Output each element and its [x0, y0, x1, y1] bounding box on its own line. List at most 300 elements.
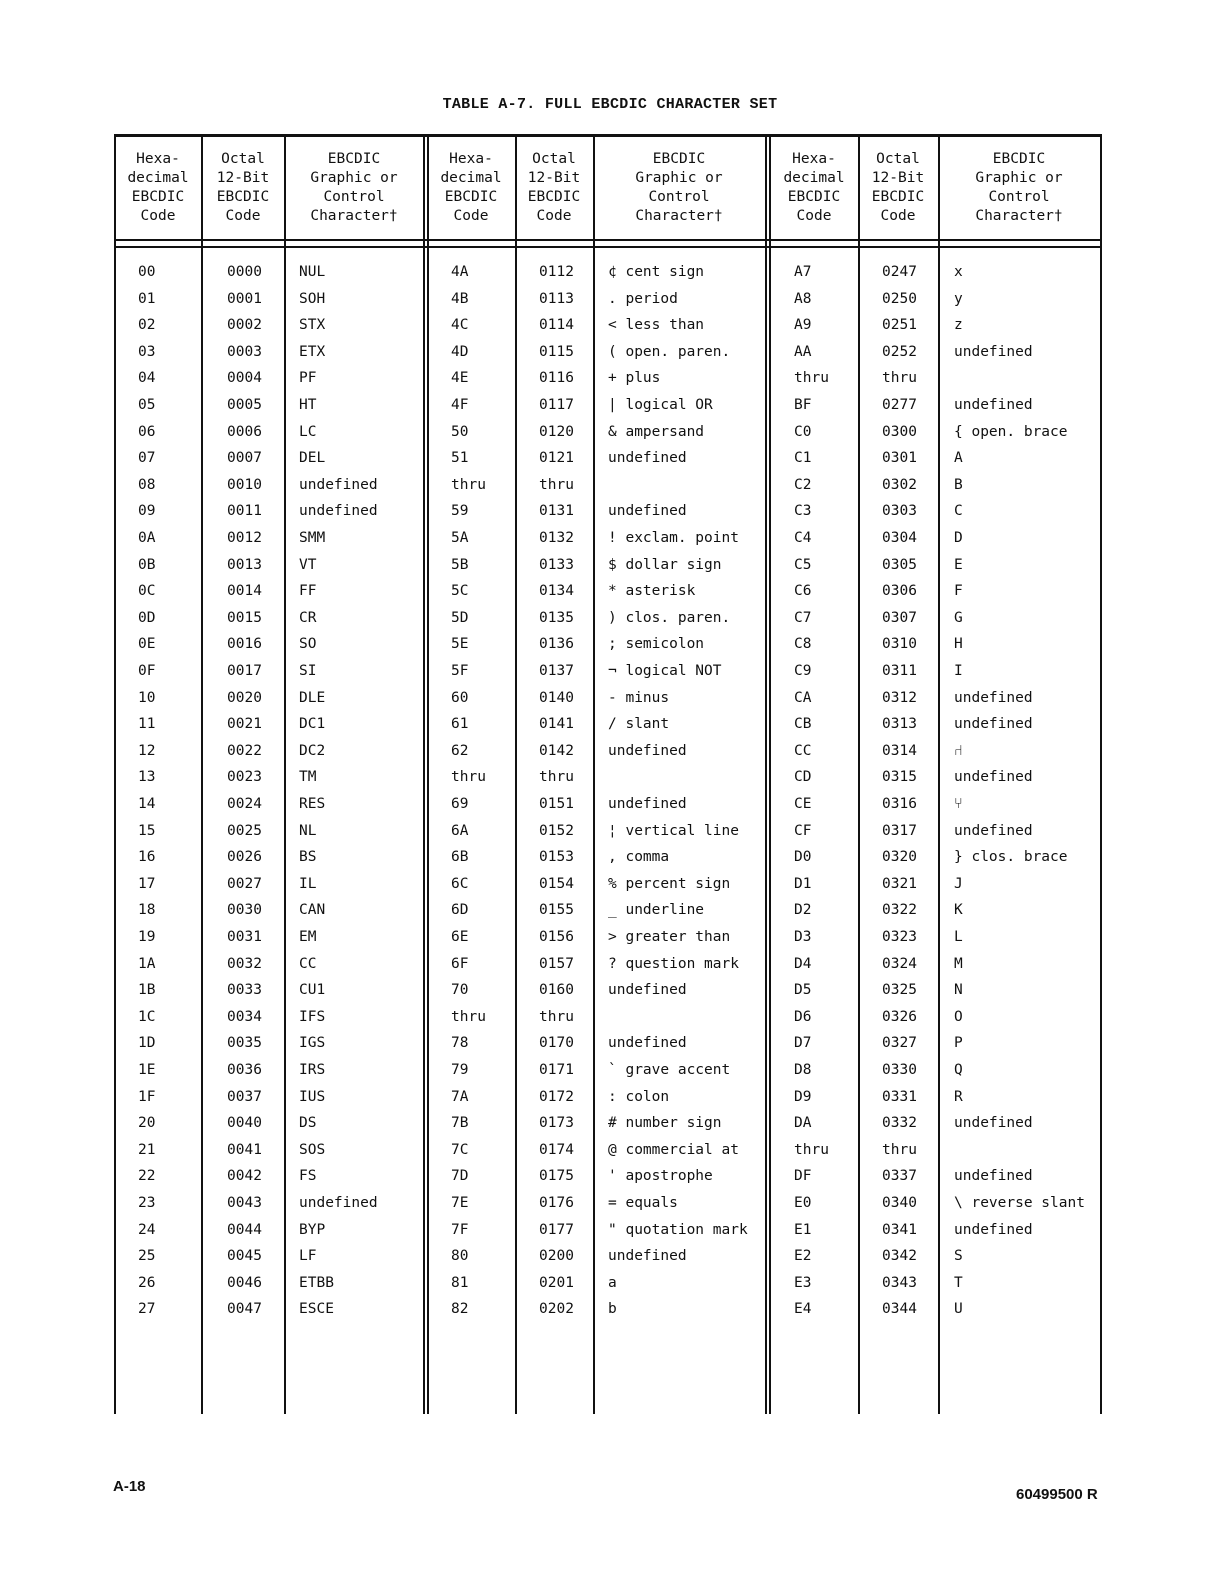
cell-octal-code: 0343 [882, 1274, 917, 1291]
cell-hex-code: 00 [138, 264, 156, 280]
cell-octal-code: 0200 [539, 1248, 574, 1265]
cell-hex-code: 7D [451, 1168, 469, 1185]
cell-character: ( open. paren. [608, 343, 731, 360]
cell-octal-code: 0133 [539, 556, 574, 573]
cell-character: ? question mark [608, 955, 739, 972]
cell-hex-code: A7 [794, 264, 812, 280]
cell-character: { open. brace [954, 423, 1068, 440]
cell-character: undefined [608, 450, 687, 467]
cell-character: BYP [299, 1221, 326, 1238]
cell-octal-code: 0331 [882, 1088, 917, 1105]
cell-hex-code: 69 [451, 796, 469, 812]
cell-hex-code: DF [794, 1168, 812, 1185]
cell-octal-code: 0344 [882, 1301, 917, 1318]
cell-octal-code: 0325 [882, 982, 917, 999]
cell-octal-code: 0044 [227, 1221, 262, 1238]
cell-hex-code: D5 [794, 982, 812, 999]
cell-character: STX [299, 317, 326, 334]
column-divider [765, 134, 767, 1414]
cell-character: PF [299, 370, 317, 387]
cell-hex-code: D6 [794, 1008, 812, 1025]
cell-octal-code: 0027 [227, 875, 262, 892]
cell-character: _ underline [608, 902, 705, 919]
cell-character: T [954, 1274, 963, 1291]
cell-octal-code: 0040 [227, 1115, 262, 1132]
cell-octal-code: 0332 [882, 1115, 917, 1132]
cell-hex-code: 51 [451, 450, 469, 467]
cell-octal-code: 0317 [882, 822, 917, 839]
cell-hex-code: D9 [794, 1088, 812, 1105]
cell-octal-code: 0323 [882, 929, 917, 945]
cell-octal-code: 0005 [227, 397, 262, 413]
cell-hex-code: 5D [451, 609, 469, 626]
cell-character: < less than [608, 317, 705, 334]
cell-octal-code: 0036 [227, 1062, 262, 1078]
cell-character: FF [299, 583, 317, 600]
cell-hex-code: 23 [138, 1195, 156, 1211]
header-hex-code: Hexa- decimal EBCDIC Code [127, 151, 189, 224]
cell-hex-code: 07 [138, 450, 156, 467]
cell-character: undefined [954, 343, 1033, 360]
cell-hex-code: D2 [794, 902, 812, 919]
ebcdic-table [114, 134, 1102, 1414]
cell-octal-code: 0140 [539, 689, 574, 706]
cell-octal-code: 0020 [227, 689, 262, 706]
cell-octal-code: 0330 [882, 1062, 917, 1078]
cell-hex-code: 6B [451, 849, 469, 866]
cell-hex-code: 7A [451, 1088, 469, 1105]
cell-octal-code: 0012 [227, 530, 262, 546]
cell-hex-code: A8 [794, 290, 812, 307]
cell-octal-code: 0006 [227, 423, 262, 440]
cell-hex-code: 10 [138, 689, 156, 706]
cell-octal-code: 0117 [539, 397, 574, 413]
cell-character: LF [299, 1248, 317, 1265]
cell-octal-code: 0142 [539, 742, 574, 759]
cell-character: ⑂ [954, 796, 963, 812]
cell-hex-code: 60 [451, 689, 469, 706]
cell-octal-code: 0033 [227, 982, 262, 999]
cell-hex-code: 03 [138, 343, 156, 360]
header-ebcdic-character: EBCDIC Graphic or Control Character† [310, 151, 398, 224]
cell-character: IFS [299, 1008, 326, 1025]
cell-octal-code: 0277 [882, 397, 917, 413]
cell-hex-code: 7C [451, 1141, 469, 1158]
cell-character: IL [299, 875, 317, 892]
cell-octal-code: thru [882, 370, 917, 387]
cell-character: - minus [608, 689, 670, 706]
cell-octal-code: 0115 [539, 343, 574, 360]
cell-hex-code: D1 [794, 875, 812, 892]
cell-octal-code: 0023 [227, 769, 262, 786]
cell-character: , comma [608, 849, 670, 866]
cell-hex-code: 12 [138, 742, 156, 759]
cell-hex-code: A9 [794, 317, 812, 334]
cell-octal-code: 0340 [882, 1195, 917, 1211]
cell-hex-code: 5E [451, 636, 469, 653]
cell-hex-code: 0E [138, 636, 156, 653]
cell-character: ¦ vertical line [608, 822, 739, 839]
cell-octal-code: 0042 [227, 1168, 262, 1185]
cell-hex-code: 14 [138, 796, 156, 812]
cell-character: undefined [954, 822, 1033, 839]
cell-hex-code: 13 [138, 769, 156, 786]
cell-hex-code: 4B [451, 290, 469, 307]
cell-hex-code: C8 [794, 636, 812, 653]
cell-octal-code: 0001 [227, 290, 262, 307]
cell-character: y [954, 290, 963, 307]
cell-octal-code: 0037 [227, 1088, 262, 1105]
cell-character: BS [299, 849, 317, 866]
cell-octal-code: 0322 [882, 902, 917, 919]
cell-character: TM [299, 769, 317, 786]
cell-octal-code: 0341 [882, 1221, 917, 1238]
cell-hex-code: C3 [794, 503, 812, 520]
cell-octal-code: 0170 [539, 1035, 574, 1052]
cell-hex-code: 1E [138, 1062, 156, 1078]
cell-hex-code: 17 [138, 875, 156, 892]
cell-character: VT [299, 556, 317, 573]
cell-hex-code: 82 [451, 1301, 469, 1318]
cell-octal-code: 0043 [227, 1195, 262, 1211]
cell-octal-code: 0176 [539, 1195, 574, 1211]
cell-octal-code: 0337 [882, 1168, 917, 1185]
cell-hex-code: C9 [794, 663, 812, 679]
cell-octal-code: 0002 [227, 317, 262, 334]
cell-hex-code: 24 [138, 1221, 156, 1238]
cell-hex-code: 78 [451, 1035, 469, 1052]
cell-octal-code: 0025 [227, 822, 262, 839]
cell-character: F [954, 583, 963, 600]
cell-hex-code: 79 [451, 1062, 469, 1078]
cell-character: P [954, 1035, 963, 1052]
cell-octal-code: 0045 [227, 1248, 262, 1265]
cell-character: S [954, 1248, 963, 1265]
cell-octal-code: 0035 [227, 1035, 262, 1052]
cell-octal-code: 0003 [227, 343, 262, 360]
cell-hex-code: C0 [794, 423, 812, 440]
cell-hex-code: 4E [451, 370, 469, 387]
cell-hex-code: 1B [138, 982, 156, 999]
cell-hex-code: E4 [794, 1301, 812, 1318]
table-title: TABLE A-7. FULL EBCDIC CHARACTER SET [442, 96, 778, 113]
column-divider [423, 134, 425, 1414]
cell-octal-code: 0202 [539, 1301, 574, 1318]
cell-character: N [954, 982, 963, 999]
cell-character: A [954, 450, 963, 467]
cell-octal-code: 0172 [539, 1088, 574, 1105]
cell-character: DC2 [299, 742, 326, 759]
cell-hex-code: DA [794, 1115, 812, 1132]
cell-hex-code: C5 [794, 556, 812, 573]
cell-octal-code: 0154 [539, 875, 574, 892]
cell-character: E [954, 556, 963, 573]
cell-character: EM [299, 929, 317, 945]
cell-octal-code: 0326 [882, 1008, 917, 1025]
cell-character: DC1 [299, 716, 326, 733]
cell-octal-code: 0156 [539, 929, 574, 945]
cell-character: U [954, 1301, 963, 1318]
cell-octal-code: 0113 [539, 290, 574, 307]
cell-octal-code: 0157 [539, 955, 574, 972]
cell-character: ! exclam. point [608, 530, 739, 546]
cell-character: : colon [608, 1088, 670, 1105]
header-octal-code: Octal 12-Bit EBCDIC Code [216, 151, 270, 224]
cell-character: undefined [954, 769, 1033, 786]
column-divider [769, 134, 771, 1414]
cell-character: CR [299, 609, 317, 626]
cell-character: @ commercial at [608, 1141, 739, 1158]
column-divider [515, 134, 517, 1414]
cell-hex-code: 0C [138, 583, 156, 600]
column-divider [1100, 134, 1102, 1414]
cell-hex-code: 6A [451, 822, 469, 839]
cell-octal-code: 0046 [227, 1274, 262, 1291]
cell-hex-code: 5B [451, 556, 469, 573]
cell-hex-code: CF [794, 822, 812, 839]
cell-hex-code: 19 [138, 929, 156, 945]
cell-character: x [954, 264, 963, 280]
cell-octal-code: 0011 [227, 503, 262, 520]
cell-character: = equals [608, 1195, 678, 1211]
cell-octal-code: 0316 [882, 796, 917, 812]
cell-hex-code: 0A [138, 530, 156, 546]
cell-hex-code: 15 [138, 822, 156, 839]
cell-character: . period [608, 290, 678, 307]
header-hex-code: Hexa- decimal EBCDIC Code [783, 151, 845, 224]
cell-character: ' apostrophe [608, 1168, 713, 1185]
cell-character: SO [299, 636, 317, 653]
cell-character: | logical OR [608, 397, 713, 413]
cell-octal-code: 0301 [882, 450, 917, 467]
cell-hex-code: CE [794, 796, 812, 812]
cell-octal-code: 0155 [539, 902, 574, 919]
cell-hex-code: 27 [138, 1301, 156, 1318]
cell-character: b [608, 1301, 617, 1318]
cell-hex-code: thru [451, 476, 486, 493]
cell-hex-code: 02 [138, 317, 156, 334]
cell-character: undefined [608, 796, 687, 812]
cell-hex-code: E1 [794, 1221, 812, 1238]
cell-hex-code: 6D [451, 902, 469, 919]
cell-character: NUL [299, 264, 326, 280]
cell-hex-code: CB [794, 716, 812, 733]
cell-hex-code: 80 [451, 1248, 469, 1265]
cell-octal-code: 0201 [539, 1274, 574, 1291]
cell-octal-code: 0121 [539, 450, 574, 467]
cell-hex-code: 5A [451, 530, 469, 546]
cell-character: $ dollar sign [608, 556, 722, 573]
cell-hex-code: 4A [451, 264, 469, 280]
cell-hex-code: 70 [451, 982, 469, 999]
cell-hex-code: 25 [138, 1248, 156, 1265]
cell-character: G [954, 609, 963, 626]
cell-character: CAN [299, 902, 326, 919]
cell-octal-code: 0304 [882, 530, 917, 546]
cell-character: R [954, 1088, 963, 1105]
cell-octal-code: 0305 [882, 556, 917, 573]
cell-character: FS [299, 1168, 317, 1185]
cell-character: HT [299, 397, 317, 413]
cell-hex-code: 61 [451, 716, 469, 733]
cell-hex-code: 22 [138, 1168, 156, 1185]
cell-character: LC [299, 423, 317, 440]
header-octal-code: Octal 12-Bit EBCDIC Code [871, 151, 925, 224]
page-number: A-18 [113, 1478, 146, 1495]
header-ebcdic-character: EBCDIC Graphic or Control Character† [635, 151, 723, 224]
column-divider [858, 134, 860, 1414]
cell-character: CC [299, 955, 317, 972]
cell-octal-code: 0160 [539, 982, 574, 999]
cell-hex-code: 50 [451, 423, 469, 440]
cell-hex-code: 1C [138, 1008, 156, 1025]
cell-octal-code: 0032 [227, 955, 262, 972]
cell-character: IUS [299, 1088, 326, 1105]
cell-octal-code: 0173 [539, 1115, 574, 1132]
cell-hex-code: 81 [451, 1274, 469, 1291]
cell-hex-code: AA [794, 343, 812, 360]
cell-octal-code: 0153 [539, 849, 574, 866]
cell-character: NL [299, 822, 317, 839]
cell-octal-code: 0030 [227, 902, 262, 919]
cell-octal-code: 0174 [539, 1141, 574, 1158]
cell-octal-code: 0171 [539, 1062, 574, 1078]
cell-character: DLE [299, 689, 326, 706]
cell-octal-code: 0120 [539, 423, 574, 440]
cell-character: z [954, 317, 963, 334]
cell-hex-code: CD [794, 769, 812, 786]
cell-octal-code: 0141 [539, 716, 574, 733]
cell-character: undefined [954, 689, 1033, 706]
cell-hex-code: 09 [138, 503, 156, 520]
cell-character: \ reverse slant [954, 1195, 1085, 1211]
cell-octal-code: 0135 [539, 609, 574, 626]
cell-character: * asterisk [608, 583, 696, 600]
cell-character: undefined [608, 982, 687, 999]
cell-octal-code: 0010 [227, 476, 262, 493]
cell-character: undefined [608, 1248, 687, 1265]
cell-hex-code: C6 [794, 583, 812, 600]
cell-character: DS [299, 1115, 317, 1132]
cell-hex-code: thru [451, 769, 486, 786]
cell-octal-code: 0327 [882, 1035, 917, 1052]
cell-character: ; semicolon [608, 636, 705, 653]
cell-octal-code: 0132 [539, 530, 574, 546]
cell-hex-code: 6C [451, 875, 469, 892]
cell-octal-code: 0016 [227, 636, 262, 653]
cell-octal-code: thru [539, 1008, 574, 1025]
cell-octal-code: 0022 [227, 742, 262, 759]
cell-character: undefined [608, 503, 687, 520]
cell-octal-code: 0321 [882, 875, 917, 892]
cell-character: DEL [299, 450, 326, 467]
cell-hex-code: 59 [451, 503, 469, 520]
cell-octal-code: 0136 [539, 636, 574, 653]
cell-hex-code: 21 [138, 1141, 156, 1158]
cell-octal-code: 0015 [227, 609, 262, 626]
cell-character: L [954, 929, 963, 945]
cell-character: SI [299, 663, 317, 679]
cell-hex-code: C2 [794, 476, 812, 493]
cell-character: undefined [954, 716, 1033, 733]
cell-hex-code: 5C [451, 583, 469, 600]
cell-hex-code: 4F [451, 397, 469, 413]
cell-hex-code: C4 [794, 530, 812, 546]
cell-octal-code: 0250 [882, 290, 917, 307]
cell-octal-code: 0047 [227, 1301, 262, 1318]
cell-character: ) clos. paren. [608, 609, 731, 626]
column-divider [114, 134, 116, 1414]
header-rule-upper [114, 239, 1102, 241]
cell-hex-code: 26 [138, 1274, 156, 1291]
cell-hex-code: 4D [451, 343, 469, 360]
cell-octal-code: 0342 [882, 1248, 917, 1265]
cell-hex-code: E3 [794, 1274, 812, 1291]
cell-hex-code: 16 [138, 849, 156, 866]
cell-hex-code: D4 [794, 955, 812, 972]
cell-octal-code: 0131 [539, 503, 574, 520]
cell-octal-code: 0034 [227, 1008, 262, 1025]
cell-hex-code: C1 [794, 450, 812, 467]
cell-octal-code: 0026 [227, 849, 262, 866]
cell-character: > greater than [608, 929, 731, 945]
cell-hex-code: 20 [138, 1115, 156, 1132]
cell-octal-code: 0152 [539, 822, 574, 839]
cell-character: M [954, 955, 963, 972]
cell-hex-code: 6F [451, 955, 469, 972]
document-number: 60499500 R [1016, 1486, 1098, 1503]
cell-character: ETX [299, 343, 326, 360]
cell-character: ¬ logical NOT [608, 663, 722, 679]
cell-hex-code: 06 [138, 423, 156, 440]
cell-hex-code: 7F [451, 1221, 469, 1238]
cell-character: undefined [299, 1195, 378, 1211]
cell-octal-code: 0021 [227, 716, 262, 733]
cell-octal-code: thru [539, 769, 574, 786]
cell-character: RES [299, 796, 326, 812]
cell-character: # number sign [608, 1115, 722, 1132]
cell-character: IRS [299, 1062, 326, 1078]
cell-character: D [954, 530, 963, 546]
cell-character: undefined [954, 397, 1033, 413]
cell-character: undefined [608, 742, 687, 759]
cell-character: + plus [608, 370, 661, 387]
cell-character: undefined [299, 503, 378, 520]
column-divider [427, 134, 429, 1414]
cell-octal-code: thru [539, 476, 574, 493]
column-divider [938, 134, 940, 1414]
cell-hex-code: 1D [138, 1035, 156, 1052]
cell-character: undefined [299, 476, 378, 493]
cell-character: " quotation mark [608, 1221, 748, 1238]
cell-character: SMM [299, 530, 326, 546]
cell-hex-code: 04 [138, 370, 156, 387]
header-ebcdic-character: EBCDIC Graphic or Control Character† [975, 151, 1063, 224]
cell-hex-code: D0 [794, 849, 812, 866]
cell-octal-code: 0137 [539, 663, 574, 679]
cell-octal-code: thru [882, 1141, 917, 1158]
header-rule-lower [114, 246, 1102, 248]
cell-hex-code: 1A [138, 955, 156, 972]
cell-octal-code: 0134 [539, 583, 574, 600]
cell-hex-code: thru [794, 370, 829, 387]
cell-hex-code: BF [794, 397, 812, 413]
cell-octal-code: 0312 [882, 689, 917, 706]
cell-octal-code: 0177 [539, 1221, 574, 1238]
cell-octal-code: 0251 [882, 317, 917, 334]
cell-octal-code: 0000 [227, 264, 262, 280]
cell-character: Q [954, 1062, 963, 1078]
